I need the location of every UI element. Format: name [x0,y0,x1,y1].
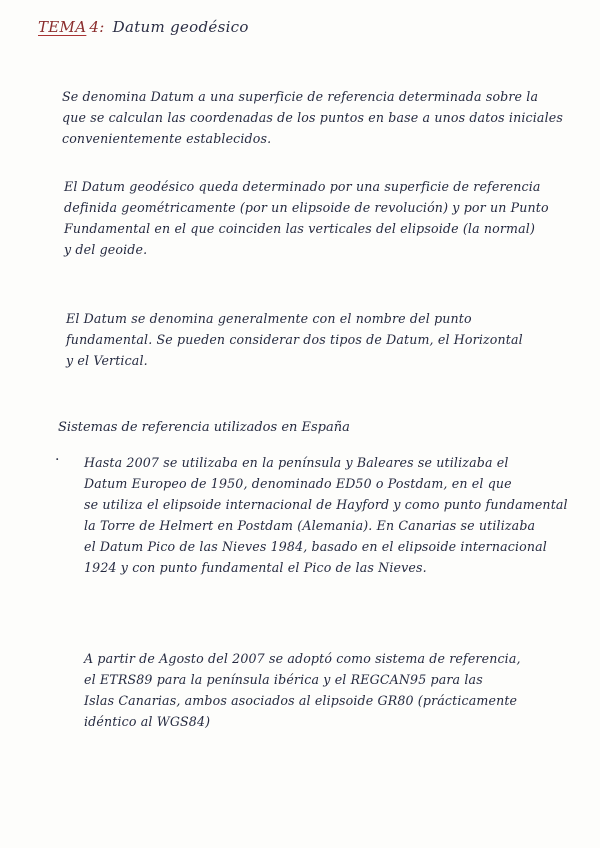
paragraph-line: convenientemente establecidos. [62,131,272,146]
paragraph-line: Datum Europeo de 1950, denominado ED50 o Postdam, en el que [84,476,512,491]
paragraph-line: la Torre de Helmert en Postdam (Alemania). En Canarias se utilizaba [84,518,536,533]
paragraph-line: El Datum geodésico queda determinado por una superficie de referencia [64,179,541,194]
paragraph-line: Hasta 2007 se utilizaba en la península y Baleares se utilizaba el [84,455,509,470]
paragraph-hasta-2007 [84,452,568,578]
paragraph-datum-tipos [66,308,523,371]
paragraph-line: El Datum se denomina generalmente con el nombre del punto [66,311,472,326]
paragraph-line: Se denomina Datum a una superficie de referencia determinada sobre la [62,89,539,104]
bullet-marker: · [55,452,60,468]
paragraph-line: 1924 y con punto fundamental el Pico de las Nieves. [84,560,427,575]
paragraph-line: y el Vertical. [66,353,148,368]
paragraph-line: que se calculan las coordenadas de los puntos en base a unos datos iniciales [62,110,563,125]
title-subject: Datum geodésico [112,18,249,36]
paragraph-datum-definition [62,86,563,149]
paragraph-line: y del geoide. [64,242,148,257]
paragraph-line: fundamental. Se pueden considerar dos tipos de Datum, el Horizontal [66,332,523,347]
paragraph-line: A partir de Agosto del 2007 se adoptó como sistema de referencia, [84,651,521,666]
section-heading: Sistemas de referencia utilizados en España [58,420,350,435]
paragraph-line: definida geométricamente (por un elipsoide de revolución) y por un Punto [64,200,549,215]
paragraph-line: Islas Canarias, ambos asociados al elipsoide GR80 (prácticamente [84,693,518,708]
paragraph-line: el ETRS89 para la península ibérica y el REGCAN95 para las [84,672,483,687]
paragraph-line: Fundamental en el que coinciden las verticales del elipsoide (la normal) [64,221,536,236]
title-tema: TEMA [38,18,87,36]
paragraph-datum-geodesico [64,176,549,260]
page-title [38,18,249,36]
paragraph-line: el Datum Pico de las Nieves 1984, basado en el elipsoide internacional [84,539,547,554]
paragraph-desde-2007 [84,648,521,732]
paragraph-line: se utiliza el elipsoide internacional de Hayford y como punto fundamental [84,497,568,512]
title-number: 4: [89,18,105,36]
paragraph-line: idéntico al WGS84) [84,714,211,729]
